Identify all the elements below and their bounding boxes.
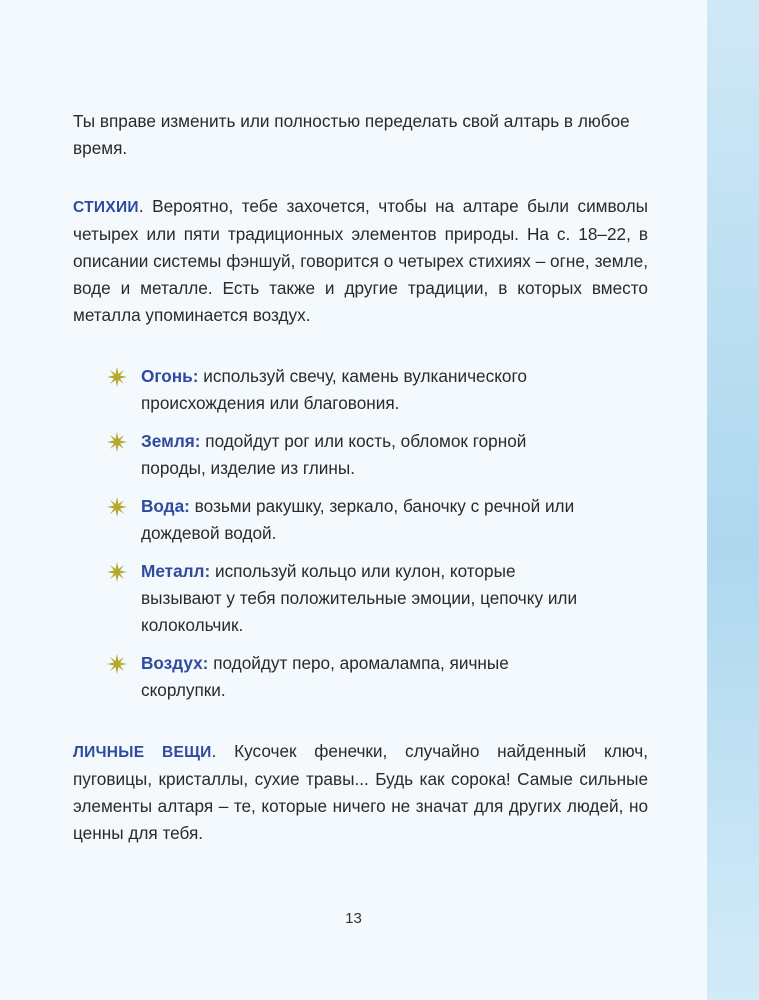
- list-item: [117, 428, 648, 482]
- list-item-term: Огонь:: [141, 366, 199, 386]
- page-edge-decoration: [707, 0, 759, 1000]
- list-item-term: Вода:: [141, 496, 190, 516]
- list-item-description: подойдут перо, аромалампа, яичные скорлупки.: [141, 653, 509, 700]
- elements-paragraph: СТИХИИ. Вероятно, тебе захочется, чтобы на алтаре были символы четырех или пяти традиционных элементов природы. На с. 18–22, в описании системы фэншуй, говорится о четырех стихиях – огне, земле, воде и металле. Есть также и другие традиции, в которых вместо металла упоминается воздух.: [73, 196, 648, 325]
- elements-list: [117, 363, 648, 704]
- list-item: [117, 558, 648, 639]
- page-content: [73, 108, 648, 847]
- personal-paragraph: ЛИЧНЫЕ ВЕЩИ. Кусочек фенечки, случайно найденный ключ, пуговицы, кристаллы, сухие травы... Будь как сорока! Самые сильные элементы алтаря – те, которые ничего не значат для других людей, но ценны для тебя.: [73, 741, 648, 843]
- elements-heading: СТИХИИ: [73, 199, 139, 216]
- list-item: [117, 650, 648, 704]
- list-item-term: Земля:: [141, 431, 201, 451]
- elements-text: Вероятно, тебе захочется, чтобы на алтаре были символы четырех или пяти традиционных элементов природы. На с. 18–22, в описании системы фэншуй, говорится о четырех стихиях – огне, земле, воде и металле. Есть также и другие традиции, в которых вместо металла упоминается воздух.: [73, 196, 648, 325]
- list-item-text: [141, 558, 581, 639]
- page-number: 13: [345, 910, 362, 927]
- star-burst-icon: [107, 363, 129, 392]
- star-burst-icon: [107, 558, 129, 587]
- list-item-text: [141, 493, 581, 547]
- list-item-description: используй кольцо или кулон, которые вызывают у тебя положительные эмоции, цепочку или колокольчик.: [141, 561, 578, 635]
- list-item-description: возьми ракушку, зеркало, баночку с речной или дождевой водой.: [141, 496, 575, 543]
- list-item-text: [141, 428, 581, 482]
- list-item-term: Воздух:: [141, 653, 209, 673]
- star-burst-icon: [107, 428, 129, 457]
- list-item-description: подойдут рог или кость, обломок горной породы, изделие из глины.: [141, 431, 527, 478]
- intro-paragraph: Ты вправе изменить или полностью переделать свой алтарь в любое время.: [73, 111, 630, 158]
- list-item-text: [141, 363, 581, 417]
- personal-text: Кусочек фенечки, случайно найденный ключ, пуговицы, кристаллы, сухие травы... Будь как сорока! Самые сильные элементы алтаря – те, которые ничего не значат для других людей, но ценны для тебя.: [73, 741, 648, 843]
- star-burst-icon: [107, 650, 129, 679]
- list-item-description: используй свечу, камень вулканического происхождения или благовония.: [141, 366, 527, 413]
- list-item: [117, 363, 648, 417]
- list-item: [117, 493, 648, 547]
- personal-heading: ЛИЧНЫЕ ВЕЩИ: [73, 744, 212, 761]
- star-burst-icon: [107, 493, 129, 522]
- list-item-term: Металл:: [141, 561, 211, 581]
- list-item-text: [141, 650, 581, 704]
